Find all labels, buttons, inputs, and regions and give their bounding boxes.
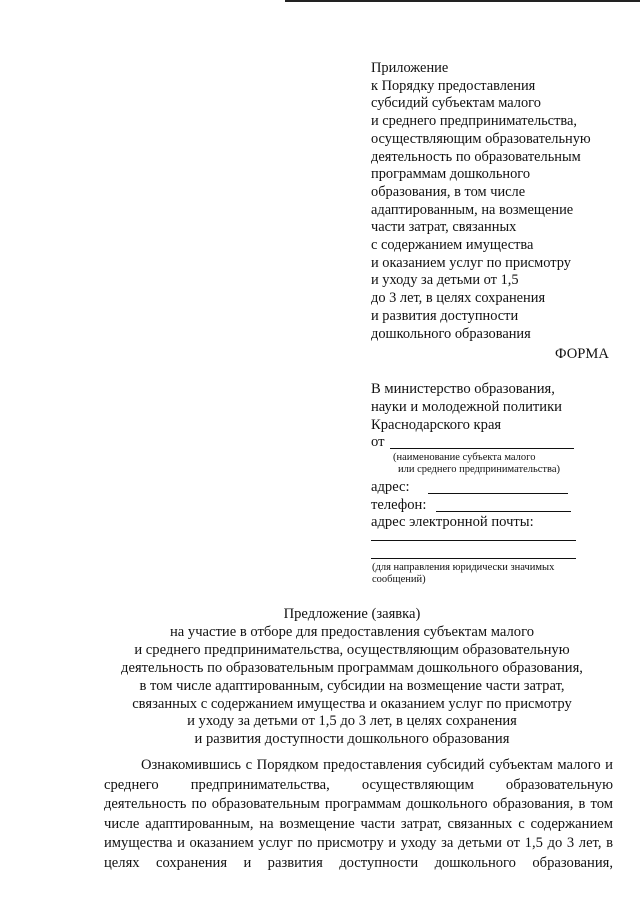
from-row [371,434,384,451]
address-field-line[interactable] [428,493,568,494]
appendix-line: адаптированным, на возмещение [371,201,574,218]
appendix-line: и развития доступности [371,307,519,324]
email-field-line-2[interactable] [371,558,576,559]
recipient-line: В министерство образования, [371,381,555,397]
from-label: от [371,434,385,450]
title-line: на участие в отборе для предоставления субъектам малого [169,623,535,640]
title-line: деятельность по образовательным программам дошкольного образования, [121,659,583,676]
email-hint: сообщений) [372,574,426,585]
title-line: в том числе адаптированным, субсидии на возмещение части затрат, [139,677,565,694]
appendix-line: субсидий субъектам малого [371,95,541,112]
phone-label: телефон: [371,497,427,513]
phone-field-line[interactable] [436,511,571,512]
appendix-line: деятельность по образовательным [371,148,581,165]
title-line: и среднего предпринимательства, осуществляющим образовательную [134,641,570,658]
phone-row [371,497,426,514]
appendix-line: дошкольного образования [371,325,531,342]
address-label: адрес: [371,479,410,495]
title-line: Предложение (заявка) [283,606,421,622]
recipient-line: науки и молодежной политики [371,399,562,415]
recipient-line: Краснодарского края [371,417,502,433]
title-line: связанных с содержанием имущества и оказанием услуг по присмотру [132,695,572,712]
email-field-line-1[interactable] [371,540,576,541]
document-title [0,606,640,749]
appendix-line: части затрат, связанных [371,219,517,236]
from-hint: (наименование субъекта малого [393,452,536,463]
body-text [104,756,613,873]
email-row [371,514,534,531]
appendix-line: к Порядку предоставления [371,77,536,94]
appendix-line: с содержанием имущества [371,237,534,254]
appendix-line: до 3 лет, в целях сохранения [371,290,546,307]
appendix-line: Приложение [371,60,449,76]
appendix-line: осуществляющим образовательную [371,130,591,147]
appendix-header [371,60,591,343]
address-row [371,479,410,496]
title-line: и уходу за детьми от 1,5 до 3 лет, в целях сохранения [187,713,517,730]
appendix-line: и уходу за детьми от 1,5 [371,272,519,289]
email-hint: (для направления юридически значимых [372,562,555,573]
from-hint: или среднего предпринимательства) [398,464,561,475]
appendix-line: и оказанием услуг по присмотру [371,254,571,271]
appendix-line: программам дошкольного [371,166,531,183]
top-border-line [285,0,640,2]
appendix-line: и среднего предпринимательства, [371,113,577,130]
appendix-line: образования, в том числе [371,183,526,200]
email-label: адрес электронной почты: [371,514,534,530]
body-paragraph: Ознакомившись с Порядком предоставления субсидий субъектам малого и среднего предпринимательства, осуществляющим образовательную деятельность по образовательным программам дошкольного образования, в том числе адаптированным, на возмещение части затрат, связанных с содержанием имущества и оказанием услуг по присмотру и уходу за детьми от 1,5 до 3 лет, в целях сохранения и развития доступности дошкольного образования, [104,757,613,871]
title-line: и развития доступности дошкольного образования [194,731,510,748]
recipient-block [371,381,562,435]
from-field-line[interactable] [390,448,574,449]
form-label: ФОРМА [555,346,609,362]
